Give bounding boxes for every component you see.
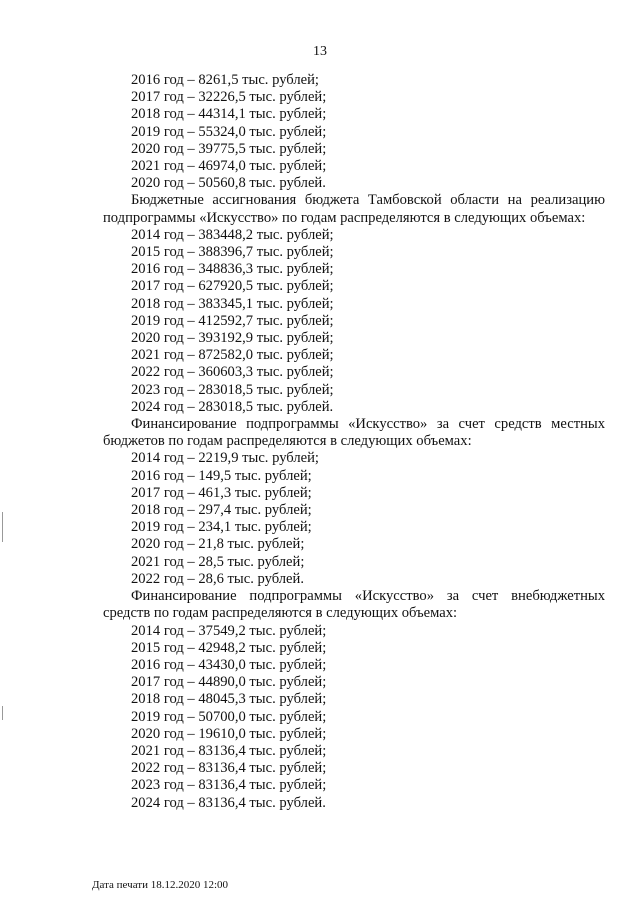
year-amount-line: 2023 год – 83136,4 тыс. рублей;: [131, 777, 327, 794]
year-amount-line: 2024 год – 283018,5 тыс. рублей.: [131, 398, 334, 415]
document-body: [103, 72, 605, 812]
year-amount-line: 2021 год – 46974,0 тыс. рублей;: [131, 158, 327, 175]
margin-scan-mark: [2, 512, 3, 542]
year-amount-line: 2016 год – 348836,3 тыс. рублей;: [131, 261, 334, 278]
year-amount-line: 2020 год – 39775,5 тыс. рублей;: [131, 140, 327, 157]
year-amount-list: [103, 450, 605, 588]
year-amount-line: 2020 год – 21,8 тыс. рублей;: [131, 536, 305, 553]
year-amount-line: 2020 год – 19610,0 тыс. рублей;: [131, 725, 327, 742]
year-amount-line: 2018 год – 48045,3 тыс. рублей;: [131, 691, 327, 708]
year-amount-line: 2018 год – 44314,1 тыс. рублей;: [131, 106, 327, 123]
year-amount-line: 2017 год – 32226,5 тыс. рублей;: [131, 89, 327, 106]
year-amount-line: 2019 год – 55324,0 тыс. рублей;: [131, 123, 327, 140]
year-amount-line: 2019 год – 234,1 тыс. рублей;: [131, 519, 312, 536]
year-amount-list: [103, 227, 605, 416]
year-amount-line: 2021 год – 83136,4 тыс. рублей;: [131, 742, 327, 759]
paragraph: Бюджетные ассигнования бюджета Тамбовской области на реализацию подпрограммы «Искусство» по годам распределяются в следующих объемах:: [103, 192, 605, 226]
year-amount-line: 2014 год – 2219,9 тыс. рублей;: [131, 450, 319, 467]
year-amount-line: 2015 год – 42948,2 тыс. рублей;: [131, 639, 327, 656]
page-number: 13: [313, 44, 327, 59]
year-amount-line: 2016 год – 149,5 тыс. рублей;: [131, 467, 312, 484]
year-amount-line: 2024 год – 83136,4 тыс. рублей.: [131, 794, 326, 811]
paragraph: Финансирование подпрограммы «Искусство» за счет внебюджетных средств по годам распределяются в следующих объемах:: [103, 588, 605, 622]
paragraph: Финансирование подпрограммы «Искусство» за счет средств местных бюджетов по годам распределяются в следующих объемах:: [103, 416, 605, 450]
year-amount-line: 2016 год – 8261,5 тыс. рублей;: [131, 72, 319, 88]
year-amount-line: 2023 год – 283018,5 тыс. рублей;: [131, 381, 334, 398]
margin-scan-mark: [2, 706, 3, 720]
year-amount-line: 2022 год – 360603,3 тыс. рублей;: [131, 364, 334, 381]
year-amount-line: 2015 год – 388396,7 тыс. рублей;: [131, 244, 334, 261]
year-amount-line: 2018 год – 383345,1 тыс. рублей;: [131, 295, 334, 312]
year-amount-line: 2022 год – 28,6 тыс. рублей.: [131, 570, 304, 587]
year-amount-line: 2017 год – 461,3 тыс. рублей;: [131, 484, 312, 501]
year-amount-line: 2017 год – 44890,0 тыс. рублей;: [131, 674, 327, 691]
year-amount-line: 2018 год – 297,4 тыс. рублей;: [131, 502, 312, 519]
year-amount-line: 2021 год – 28,5 тыс. рублей;: [131, 553, 305, 570]
year-amount-list: [103, 623, 605, 812]
year-amount-line: 2020 год – 393192,9 тыс. рублей;: [131, 330, 334, 347]
year-amount-line: 2014 год – 383448,2 тыс. рублей;: [131, 226, 334, 243]
year-amount-line: 2021 год – 872582,0 тыс. рублей;: [131, 347, 334, 364]
year-amount-list: [103, 72, 605, 192]
year-amount-line: 2016 год – 43430,0 тыс. рублей;: [131, 656, 327, 673]
year-amount-line: 2022 год – 83136,4 тыс. рублей;: [131, 760, 327, 777]
year-amount-line: 2020 год – 50560,8 тыс. рублей.: [131, 175, 326, 192]
year-amount-line: 2019 год – 50700,0 тыс. рублей;: [131, 708, 327, 725]
print-date-footer: Дата печати 18.12.2020 12:00: [92, 879, 229, 891]
year-amount-line: 2014 год – 37549,2 тыс. рублей;: [131, 622, 327, 639]
year-amount-line: 2017 год – 627920,5 тыс. рублей;: [131, 278, 334, 295]
year-amount-line: 2019 год – 412592,7 тыс. рублей;: [131, 312, 334, 329]
